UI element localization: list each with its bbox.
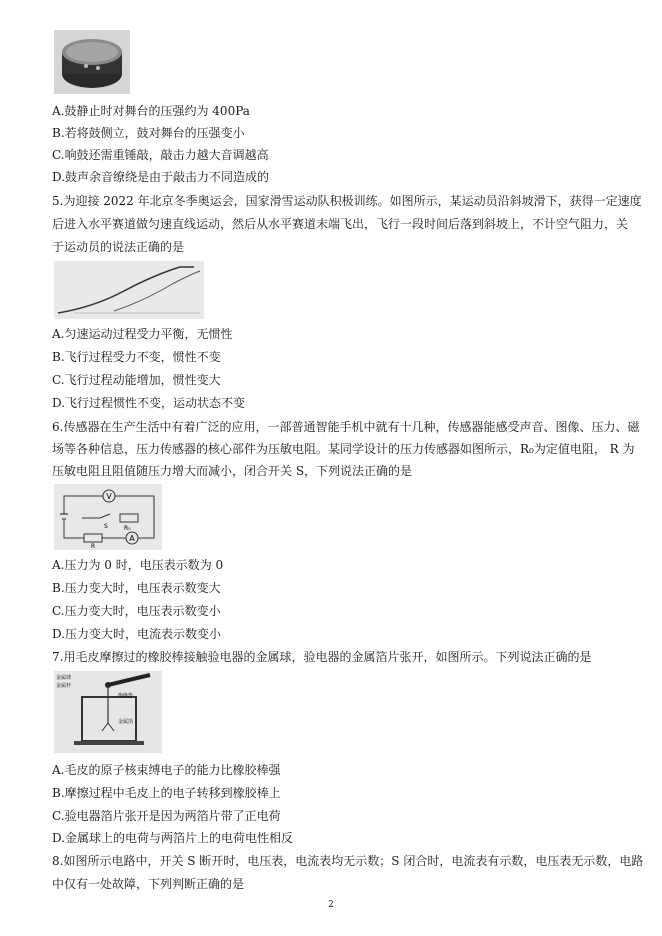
q5-option-b: B.飞行过程受力不变，惯性不变 — [52, 350, 221, 364]
q7-option-c: C.验电器箔片张开是因为两箔片带了正电荷 — [52, 809, 281, 823]
q5-option-c: C.飞行过程动能增加，惯性变大 — [52, 373, 221, 387]
electroscope-diagram — [54, 671, 162, 753]
ski-slope-figure — [54, 261, 204, 319]
sensor-resistor-label: R — [91, 543, 96, 550]
q4-option-d: D.鼓声余音缭绕是由于敲击力不同造成的 — [52, 170, 270, 184]
q6-stem-line-2: 场等各种信息，压力传感器的核心部件为压敏电阻。某同学设计的压力传感器如图所示，R₀为定值电阻， R 为 — [52, 442, 635, 456]
q4-option-c: C.响鼓还需重锤敲，敲击力越大音调越高 — [52, 148, 269, 162]
q8-stem-line-2: 中仅有一处故障，下列判断正确的是 — [52, 877, 245, 891]
q6-option-a: A.压力为 0 时，电压表示数为 0 — [52, 558, 224, 572]
circuit-figure — [54, 484, 162, 550]
label-insulator: 绝缘垫 — [118, 693, 134, 699]
q5-stem-line-3: 于运动员的说法正确的是 — [52, 240, 185, 254]
q5-stem-line-2: 后进入水平赛道做匀速直线运动，然后从水平赛道末端飞出，飞行一段时间后落到斜坡上，不计空气阻力，关 — [52, 217, 629, 231]
ammeter-label: A — [129, 534, 135, 543]
q4-option-a: A.鼓静止时对舞台的压强约为 400Pa — [52, 104, 250, 118]
q6-stem-line-1: 6.传感器在生产生活中有着广泛的应用，一部普通智能手机中就有十几种，传感器能感受声音、图像、压力、磁 — [52, 420, 640, 434]
q6-option-b: B.压力变大时，电压表示数变大 — [52, 581, 221, 595]
drum-icon — [54, 30, 130, 94]
q7-option-a: A.毛皮的原子核束缚电子的能力比橡胶棒强 — [52, 763, 281, 777]
q5-option-a: A.匀速运动过程受力平衡，无惯性 — [52, 327, 233, 341]
switch-label: S — [104, 523, 108, 530]
q7-stem: 7.用毛皮摩擦过的橡胶棒接触验电器的金属球，验电器的金属箔片张开，如图所示。下列说法正确的是 — [52, 650, 592, 664]
q8-stem-line-1: 8.如图所示电路中，开关 S 断开时，电压表，电流表均无示数；S 闭合时，电流表有示数，电压表无示数，电路 — [52, 854, 644, 868]
drum-figure — [54, 30, 130, 94]
q7-option-b: B.摩擦过程中毛皮上的电子转移到橡胶棒上 — [52, 786, 281, 800]
label-metal-foil: 金属箔 — [118, 719, 134, 725]
q6-stem-line-3: 压敏电阻且阻值随压力增大而减小，闭合开关 S，下列说法正确的是 — [52, 464, 413, 478]
voltmeter-label: V — [106, 492, 112, 501]
q7-option-d: D.金属球上的电荷与两箔片上的电荷电性相反 — [52, 831, 294, 845]
ski-slope-icon — [54, 261, 204, 319]
q5-stem-line-1: 5.为迎接 2022 年北京冬季奥运会，国家滑雪运动队积极训练。如图所示，某运动员沿斜坡滑下，获得一定速度 — [52, 194, 642, 208]
page-number: 2 — [328, 900, 334, 910]
q4-option-b: B.若将鼓侧立，鼓对舞台的压强变小 — [52, 126, 245, 140]
q5-option-d: D.飞行过程惯性不变，运动状态不变 — [52, 396, 246, 410]
electroscope-figure — [54, 671, 162, 753]
label-metal-ball: 金属球 — [56, 675, 72, 681]
circuit-diagram — [54, 484, 162, 550]
q6-option-d: D.压力变大时，电流表示数变小 — [52, 627, 222, 641]
q6-option-c: C.压力变大时，电压表示数变小 — [52, 604, 221, 618]
label-metal-rod: 金属杆 — [56, 683, 72, 689]
fixed-resistor-label: R₀ — [124, 525, 131, 532]
